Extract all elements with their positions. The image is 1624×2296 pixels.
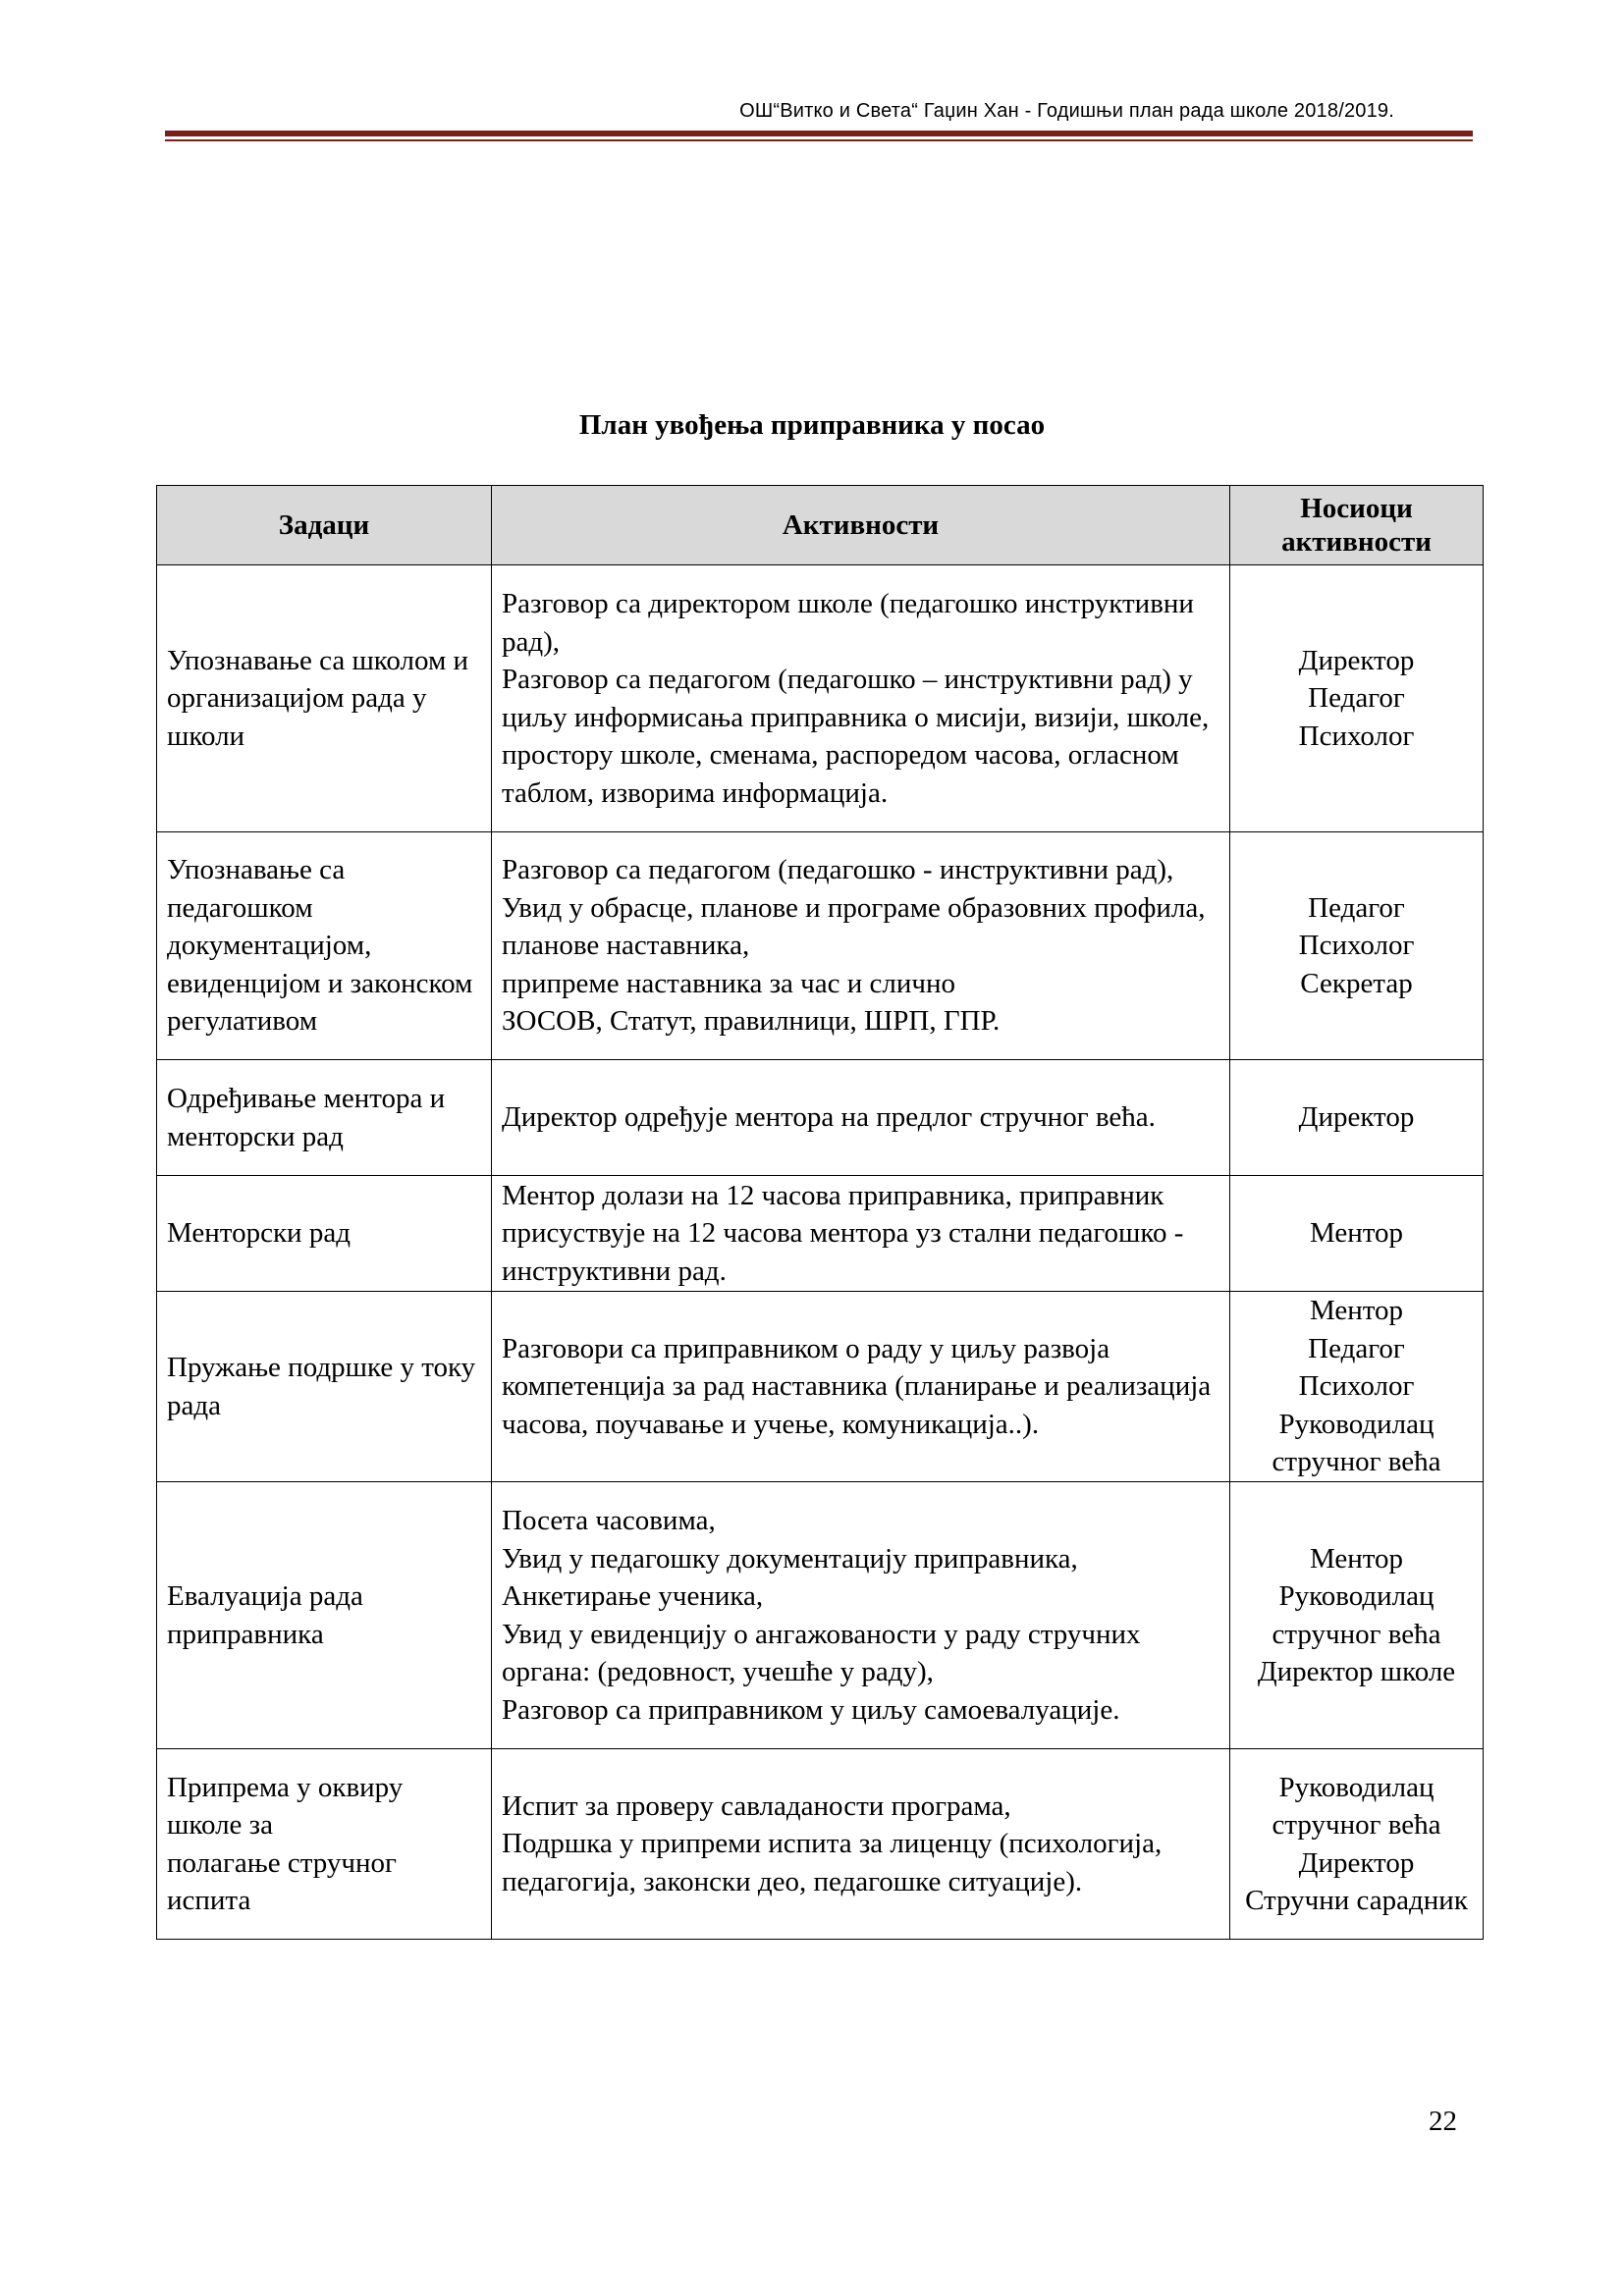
cell-line: Педагог — [1308, 682, 1405, 715]
cell-line: Разговор са педагогом (педагошко – инструктивни рад) у циљу информисања приправника о мисији, визији, школе, простору школе, сменама, распоредом часова, огласном таблом, изворима информација. — [502, 664, 1210, 809]
table-row — [157, 1176, 1484, 1292]
cell-line: Посета часовима, — [502, 1505, 716, 1536]
cell-line: менторски рад — [167, 1120, 344, 1152]
cell-line: Евалуација рада приправника — [167, 1580, 363, 1650]
cell-line: Упознавање са школом и организацијом рада у школи — [167, 644, 469, 752]
cell-line: Психолог — [1298, 1370, 1415, 1403]
cell-line: Упознавање са педагошком документацијом, евиденцијом и законском регулативом — [167, 854, 473, 1038]
carrier-cell — [1230, 1749, 1484, 1940]
cell-line: Увид у евиденцију о ангажованости у раду стручних органа: (редовност, учешће у раду), — [502, 1618, 1141, 1687]
cell-line: Пружање подршке у току рада — [167, 1352, 476, 1421]
cell-line: Разговори са приправником о раду у циљу развоја компетенција за рад наставника (планирање и реализација часова, поучавање и учење, комуникација..). — [502, 1332, 1212, 1440]
document-title: План увођења приправника у посао — [578, 409, 1046, 441]
activity-cell — [492, 1292, 1230, 1482]
cell-line: Психолог — [1298, 720, 1415, 752]
column-header-activities: Активности — [492, 486, 1230, 565]
cell-line: Ментор — [1309, 1295, 1404, 1327]
header-text: ОШ“Витко и Света“ Гаџин Хан - Годишњи план рада школе 2018/2019. — [739, 100, 1394, 122]
task-cell-text — [167, 1349, 481, 1424]
header-rule-thin — [165, 139, 1473, 141]
task-cell — [157, 1749, 492, 1940]
table-row — [157, 565, 1484, 832]
cell-line: Педагог — [1308, 891, 1405, 924]
carrier-cell-text — [1240, 889, 1473, 1003]
cell-line: Руководилац стручног већа — [1272, 1408, 1441, 1478]
cell-line: Психолог — [1298, 930, 1415, 962]
table-row — [157, 832, 1484, 1060]
carrier-cell — [1230, 1292, 1484, 1482]
carrier-cell-text — [1240, 1292, 1473, 1481]
cell-line: Директор — [1298, 1101, 1415, 1134]
carrier-cell — [1230, 1482, 1484, 1749]
activity-cell — [492, 565, 1230, 832]
cell-line: Разговор са директором школе (педагошко инструктивни рад), — [502, 588, 1194, 658]
task-cell — [157, 1060, 492, 1176]
table-row — [157, 1292, 1484, 1482]
task-cell-text — [167, 1577, 481, 1653]
table-header-row — [157, 486, 1484, 565]
cell-line: Стручни сарадник — [1245, 1885, 1468, 1916]
table-row — [157, 1060, 1484, 1176]
task-cell — [157, 1292, 492, 1482]
carrier-cell-text — [1240, 642, 1473, 756]
task-cell-text — [167, 1080, 481, 1155]
carrier-cell-text — [1240, 1214, 1473, 1253]
cell-line: Припрема у оквиру школе за — [167, 1771, 404, 1841]
cell-line: Одређивање ментора и — [167, 1083, 446, 1114]
cell-line: Ментор — [1309, 1217, 1404, 1250]
column-header-carriers: Носиоци активности — [1230, 486, 1484, 565]
cell-line: Директор одређује ментора на предлог стручног већа. — [502, 1101, 1156, 1134]
task-cell-text — [167, 851, 481, 1041]
carrier-cell-text — [1240, 1098, 1473, 1137]
task-cell — [157, 565, 492, 832]
cell-line: Секретар — [1300, 967, 1413, 999]
cell-line: Подршка у припреми испита за лиценцу (психологија, педагогија, законски део, педагошке ситуације). — [502, 1828, 1163, 1897]
task-cell — [157, 1482, 492, 1749]
cell-line: припреме наставника за час и слично — [502, 967, 955, 999]
cell-line: Директор — [1298, 644, 1415, 676]
cell-line: Ментор — [1309, 1542, 1404, 1575]
cell-line: полагање стручног испита — [167, 1846, 397, 1916]
activity-cell-text — [502, 1788, 1219, 1901]
cell-line: Директор — [1298, 1846, 1415, 1879]
carrier-cell — [1230, 1060, 1484, 1176]
cell-line: Разговор са педагогом (педагошко - инструктивни рад), — [502, 854, 1174, 886]
cell-line: ЗОСОВ, Статут, правилници, ШРП, ГПР. — [502, 1005, 1001, 1038]
activity-cell-text — [502, 585, 1219, 812]
activity-cell-text — [502, 1330, 1219, 1444]
cell-line: Руководилац стручног већа — [1272, 1580, 1441, 1650]
cell-line: Разговор са приправником у циљу самоевалуације. — [502, 1693, 1120, 1726]
plan-table — [156, 485, 1484, 1940]
table-row — [157, 1482, 1484, 1749]
activity-cell — [492, 1482, 1230, 1749]
cell-line: Руководилац стручног већа — [1272, 1771, 1441, 1841]
activity-cell-text — [502, 1098, 1219, 1137]
activity-cell-text — [502, 851, 1219, 1041]
carrier-cell — [1230, 565, 1484, 832]
activity-cell — [492, 1176, 1230, 1292]
carrier-cell — [1230, 832, 1484, 1060]
task-cell — [157, 832, 492, 1060]
task-cell-text — [167, 1769, 481, 1920]
carrier-cell-text — [1240, 1540, 1473, 1691]
page-header — [165, 96, 1473, 126]
task-cell — [157, 1176, 492, 1292]
cell-line: Педагог — [1308, 1332, 1405, 1364]
cell-line: Увид у педагошку документацију приправника, — [502, 1542, 1078, 1575]
activity-cell — [492, 1060, 1230, 1176]
cell-line: Испит за проверу савладаности програма, — [502, 1789, 1011, 1822]
cell-line: Увид у обрасце, планове и програме образовних профила, планове наставника, — [502, 891, 1206, 962]
activity-cell-text — [502, 1502, 1219, 1729]
cell-line: Менторски рад — [167, 1217, 351, 1250]
cell-line: Директор школе — [1257, 1656, 1456, 1687]
page-number: 22 — [1429, 2106, 1457, 2137]
table-row — [157, 1749, 1484, 1940]
column-header-tasks: Задаци — [157, 486, 492, 565]
activity-cell-text — [502, 1177, 1219, 1291]
header-rule-thick — [165, 131, 1473, 136]
cell-line: Анкетирање ученика, — [502, 1580, 764, 1612]
cell-line: Ментор долази на 12 часова приправника, приправник присуствује на 12 часова ментора уз стални педагошко - инструктивни рад. — [502, 1179, 1184, 1287]
task-cell-text — [167, 642, 481, 756]
task-cell-text — [167, 1214, 481, 1253]
activity-cell — [492, 832, 1230, 1060]
carrier-cell-text — [1240, 1769, 1473, 1920]
carrier-cell — [1230, 1176, 1484, 1292]
activity-cell — [492, 1749, 1230, 1940]
